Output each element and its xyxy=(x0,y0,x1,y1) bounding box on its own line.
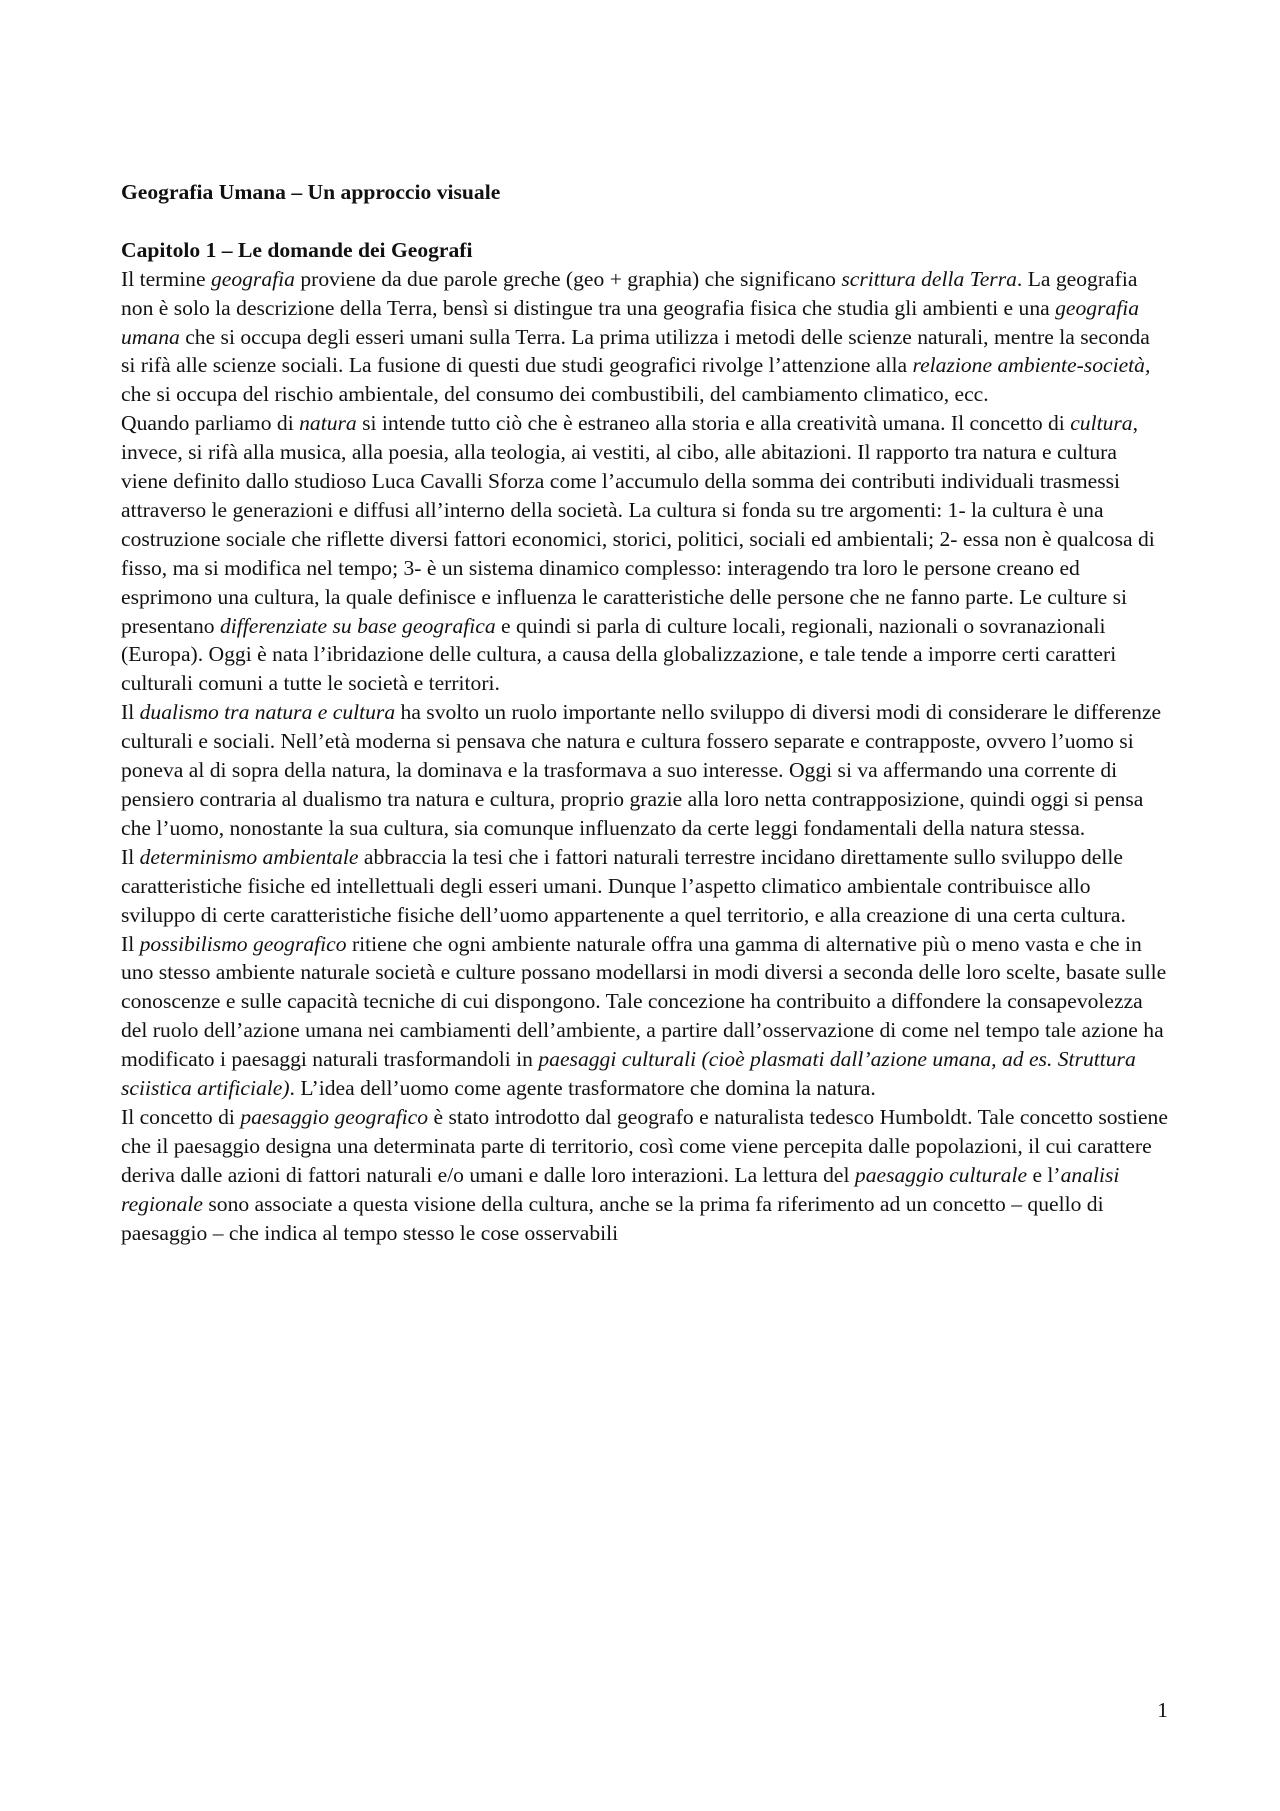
italic-text: natura xyxy=(299,411,357,436)
paragraph-text: . La geografia non è solo la descrizione della Terra, bensì si distingue tra una geografia fisica che studia gli ambienti e una xyxy=(121,266,1138,320)
paragraph-text: si intende tutto ciò che è estraneo alla storia e alla creatività umana. Il concetto di xyxy=(356,411,1071,436)
italic-text: possibilismo geografico xyxy=(139,931,347,956)
italic-text: paesaggio culturale xyxy=(854,1162,1028,1187)
paragraph-text: Il termine xyxy=(121,266,211,291)
paragraph-text: abbraccia la tesi che i fattori naturali terrestre incidano direttamente sullo sviluppo delle caratteristiche fisiche ed intellettuali degli esseri umani. Dunque l’aspetto climatico ambientale contribuisce allo sviluppo di certe caratteristiche fisiche dell’uomo appartenente a quel territorio, e alla creazione di una certa cultura. xyxy=(121,844,1126,927)
paragraph-text: è stato introdotto dal geografo e naturalista tedesco Humboldt. Tale concetto sostiene che il paesaggio designa una determinata parte di territorio, così come viene percepita dalle popolazioni, il cui carattere deriva dalle azioni di fattori naturali e/o umani e dalle loro interazioni. La lettura del xyxy=(121,1104,1168,1187)
paragraph-text: Il concetto di xyxy=(121,1104,241,1129)
paragraph xyxy=(121,930,1169,1103)
paragraph-text: ha svolto un ruolo importante nello sviluppo di diversi modi di considerare le differenze culturali e sociali. Nell’età moderna si pensava che natura e cultura fossero separate e contrapposte, ovvero l’uomo si poneva al di sopra della natura, la dominava e la trasformava a suo interesse. Oggi si va affermando una corrente di pensiero contraria al dualismo tra natura e cultura, proprio grazie alla loro netta contrapposizione, quindi oggi si pensa che l’uomo, nonostante la sua cultura, sia comunque influenzato da certe leggi fondamentali della natura stessa. xyxy=(121,700,1162,840)
paragraph-text: sono associate a questa visione della cultura, anche se la prima fa riferimento ad un concetto – quello di paesaggio – che indica al tempo stesso le cose osservabili xyxy=(121,1191,1104,1245)
italic-text: cultura xyxy=(1070,411,1133,436)
paragraph xyxy=(121,265,1169,410)
italic-text: geografia xyxy=(210,266,295,291)
paragraph xyxy=(121,409,1169,698)
italic-text: dualismo tra natura e cultura xyxy=(139,700,396,725)
italic-text: relazione ambiente-società, xyxy=(912,353,1151,378)
paragraph-text: e l’ xyxy=(1027,1162,1061,1187)
paragraph xyxy=(121,843,1169,930)
paragraph xyxy=(121,1103,1169,1248)
paragraph-text: . L’idea dell’uomo come agente trasformatore che domina la natura. xyxy=(289,1076,876,1101)
page-number: 1 xyxy=(1157,1698,1168,1722)
italic-text: paesaggi culturali (cioè plasmati dall’azione umana, ad es. Struttura sciistica artificiale) xyxy=(121,1047,1136,1101)
paragraph-text: che si occupa del rischio ambientale, del consumo dei combustibili, del cambiamento climatico, ecc. xyxy=(121,382,989,407)
document-body xyxy=(121,178,1169,1248)
italic-text: paesaggio geografico xyxy=(240,1104,429,1129)
paragraph xyxy=(121,698,1169,843)
paragraph-text: Quando parliamo di xyxy=(121,411,300,436)
italic-text: determinismo ambientale xyxy=(139,844,359,869)
paragraph-text: Il xyxy=(121,931,140,956)
italic-text: scrittura della Terra xyxy=(841,266,1017,291)
paragraph-text: ritiene che ogni ambiente naturale offra una gamma di alternative più o meno vasta e che in uno stesso ambiente naturale società e culture possano modellarsi in modi diversi a seconda delle loro scelte, basate sulle conoscenze e sulle capacità tecniche di cui dispongono. Tale concezione ha contribuito a diffondere la consapevolezza del ruolo dell’azione umana nei cambiamenti dell’ambiente, a partire dall’osservazione di come nel tempo tale azione ha modificato i paesaggi naturali trasformandoli in xyxy=(121,931,1167,1072)
paragraph-text: Il xyxy=(121,844,140,869)
document-title: Geografia Umana – Un approccio visuale xyxy=(121,180,501,204)
italic-text: analisi regionale xyxy=(121,1162,1120,1216)
chapter-title: Capitolo 1 – Le domande dei Geografi xyxy=(121,237,473,262)
italic-text: differenziate su base geografica xyxy=(219,613,496,638)
italic-text: geografia umana xyxy=(121,295,1140,349)
paragraph-text: e quindi si parla di culture locali, regionali, nazionali o sovranazionali (Europa). Oggi è nata l’ibridazione delle cultura, a causa della globalizzazione, e tale tende a imporre certi caratteri culturali comuni a tutte le società e territori. xyxy=(121,613,1117,696)
paragraph-text: Il xyxy=(121,700,140,725)
title-spacer xyxy=(121,207,1169,236)
paragraph-text: proviene da due parole greche (geo + graphia) che significano xyxy=(294,266,842,291)
paragraph-text: che si occupa degli esseri umani sulla Terra. La prima utilizza i metodi delle scienze naturali, mentre la seconda si rifà alle scienze sociali. La fusione di questi due studi geografici rivolge l’attenzione alla xyxy=(121,324,1150,378)
paragraph-list xyxy=(121,265,1169,1248)
paragraph-text: , invece, si rifà alla musica, alla poesia, alla teologia, ai vestiti, al cibo, alle abitazioni. Il rapporto tra natura e cultura viene definito dallo studioso Luca Cavalli Sforza come l’accumulo della somma dei contributi individuali trasmessi attraverso le generazioni e diffusi all’interno della società. La cultura si fonda su tre argomenti: 1- la cultura è una costruzione sociale che riflette diversi fattori economici, storici, politici, sociali ed ambientali; 2- essa non è qualcosa di fisso, ma si modifica nel tempo; 3- è un sistema dinamico complesso: interagendo tra loro le persone creano ed esprimono una cultura, la quale definisce e influenza le caratteristiche delle persone che ne fanno parte. Le culture si presentano xyxy=(121,411,1155,638)
